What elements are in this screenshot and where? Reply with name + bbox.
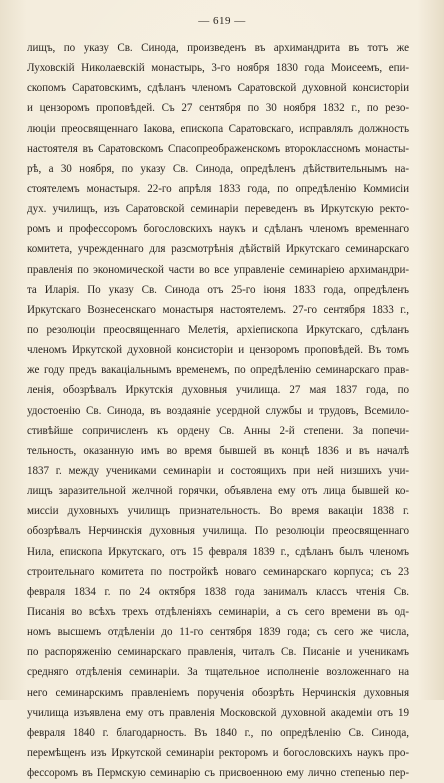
text-line: же году предъ вакаціальнымъ временемъ, по опредѣленію семинарскаго прав- bbox=[27, 364, 409, 377]
text-line: рѣ, а 30 ноября, по указу Св. Синода, опредѣленъ дѣйствительнымъ на- bbox=[27, 162, 409, 175]
text-line: по резолюціи преосвященнаго Мелетія, архіепископа Иркутскаго, сдѣланъ bbox=[27, 323, 409, 336]
text-line: по распоряженію семинарскаго правленія, читалъ Св. Писаніе и ученикамъ bbox=[27, 646, 409, 659]
text-line: Нила, епископа Иркутскаго, отъ 15 февраля 1839 г., сдѣланъ былъ членомъ bbox=[27, 545, 409, 558]
text-line: удостоенію Св. Синода, въ воздаяніе усердной службы и трудовъ, Всемило- bbox=[27, 404, 409, 417]
text-body bbox=[27, 38, 409, 783]
text-line: лищъ заразительной желчной горячки, объявлена ему отъ лица бывшей ко- bbox=[27, 485, 409, 498]
text-line: стивѣйше сопричисленъ къ ордену Св. Анны 2-й степени. За попечи- bbox=[27, 424, 409, 437]
text-line: номъ высшемъ отдѣленіи до 11-го сентября 1839 года; съ сего же числа, bbox=[27, 626, 409, 639]
text-line: него семинарскимъ правленіемъ порученія обозрѣть Нерчинскія духовныя bbox=[27, 686, 409, 699]
text-line: фессоромъ въ Пермскую семинарію съ присвоенною ему лично степенью пер- bbox=[27, 767, 409, 780]
text-line: тельность, оказанную имъ во время бывшей въ концѣ 1836 и въ началѣ bbox=[27, 444, 409, 457]
text-line: училища изъявлена ему отъ правленія Московской духовной академіи отъ 19 bbox=[27, 706, 409, 719]
text-line: дух. училищъ, изъ Саратовской семинаріи переведенъ въ Иркутскую ректо- bbox=[27, 203, 409, 216]
text-line: Луховскій Николаевскій монастырь, 3-го ноября 1830 года Моисеемъ, епи- bbox=[27, 62, 409, 75]
text-line: миссіи духовныхъ училищъ признательность. Во время вакаціи 1838 г. bbox=[27, 505, 409, 518]
text-line: 1837 г. между учениками семинаріи и состоящихъ при ней низшихъ учи- bbox=[27, 464, 409, 477]
text-line: и цензоромъ проповѣдей. Съ 27 сентября по 30 ноября 1832 г., по резо- bbox=[27, 102, 409, 115]
text-line: стоятелемъ монастыря. 22-го апрѣля 1833 года, по опредѣленію Коммисіи bbox=[27, 182, 409, 195]
text-line: комитета, учрежденнаго для разсмотрѣнія дѣйствій Иркутскаго семинарскаго bbox=[27, 243, 409, 256]
text-line: ромъ и профессоромъ богословскихъ наукъ и сдѣланъ членомъ временнаго bbox=[27, 223, 409, 236]
text-line: перемѣщенъ изъ Иркутской семинаріи ректоромъ и богословскихъ наукъ про- bbox=[27, 746, 409, 759]
page-number: — 619 — bbox=[198, 15, 246, 27]
text-line: люціи преосвященнаго Іакова, епископа Саратовскаго, исправлялъ должность bbox=[27, 122, 409, 135]
text-line: Иркутскаго Вознесенскаго монастыря настоятелемъ. 27-го сентября 1833 г., bbox=[27, 303, 409, 316]
text-line: февраля 1834 г. по 24 октября 1838 года занималъ классъ чтенія Св. bbox=[27, 585, 409, 598]
text-line: обозрѣвалъ Нерчинскія духовныя училища. По резолюціи преосвященнаго bbox=[27, 525, 409, 538]
text-line: средняго отдѣленія семинаріи. За тщательное исполненіе возложеннаго на bbox=[27, 666, 409, 679]
text-line: настоятеля въ Саратовскомъ Спасопреображенскомъ второклассномъ монасты- bbox=[27, 142, 409, 155]
text-line: строительнаго комитета по постройкѣ новаго семинарскаго корпуса; съ 23 bbox=[27, 565, 409, 578]
text-line: ленія, обозрѣвалъ Иркутскія духовныя училища. 27 мая 1837 года, по bbox=[27, 384, 409, 397]
text-line: февраля 1840 г. благодарность. Въ 1840 г., по опредѣленію Св. Синода, bbox=[27, 726, 409, 739]
text-line: правленія по экономической части во все управленіе семинаріею архимандри- bbox=[27, 263, 409, 276]
text-line: скопомъ Саратовскимъ, сдѣланъ членомъ Саратовской духовной консисторіи bbox=[27, 82, 409, 95]
text-line: та Иларія. По указу Св. Синода отъ 25-го іюня 1833 года, опредѣленъ bbox=[27, 283, 409, 296]
text-line: членомъ Иркутской духовной консисторіи и цензоромъ проповѣдей. Въ томъ bbox=[27, 344, 409, 357]
text-line: Писанія во всѣхъ трехъ отдѣленіяхъ семинаріи, а съ сего времени въ од- bbox=[27, 605, 409, 618]
text-line: лищъ, по указу Св. Синода, произведенъ въ архимандрита въ тотъ же bbox=[27, 42, 409, 54]
